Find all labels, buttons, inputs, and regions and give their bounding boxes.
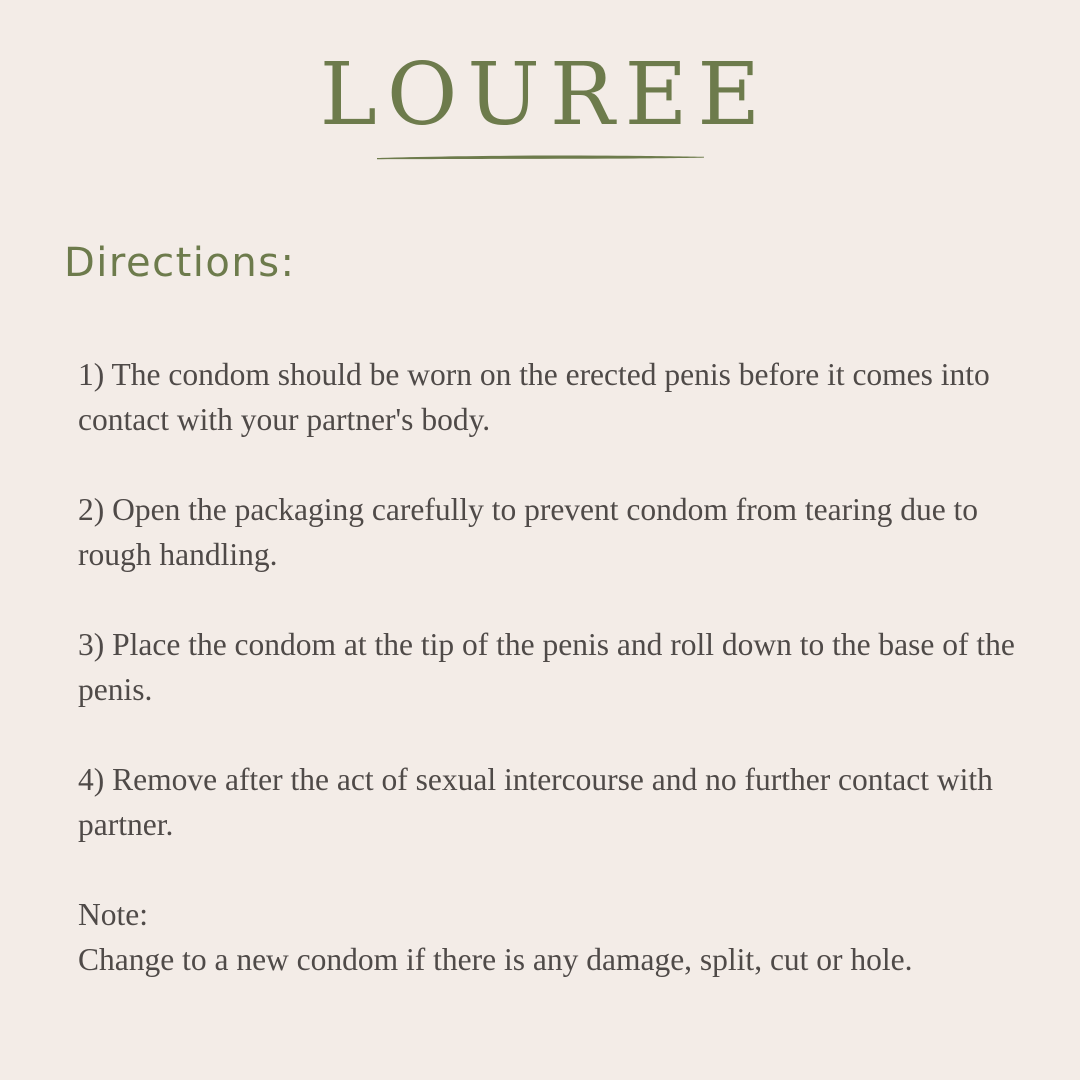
- brand-underline-stroke: [377, 153, 704, 161]
- directions-heading: Directions:: [64, 240, 296, 286]
- brand-header: [0, 45, 1080, 145]
- direction-step-3: 3) Place the condom at the tip of the penis and roll down to the base of the penis.: [78, 627, 1015, 707]
- direction-step-1: 1) The condom should be worn on the erected penis before it comes into contact with your partner's body.: [78, 357, 990, 437]
- note-label: Note:: [78, 897, 148, 932]
- direction-step-2: 2) Open the packaging carefully to prevent condom from tearing due to rough handling.: [78, 492, 979, 572]
- directions-list: [78, 352, 1038, 982]
- brand-logo-text: LOUREE: [319, 45, 771, 145]
- note-text: Change to a new condom if there is any damage, split, cut or hole.: [78, 942, 913, 977]
- direction-step-4: 4) Remove after the act of sexual intercourse and no further contact with partner.: [78, 762, 993, 842]
- note-block: [78, 892, 1038, 982]
